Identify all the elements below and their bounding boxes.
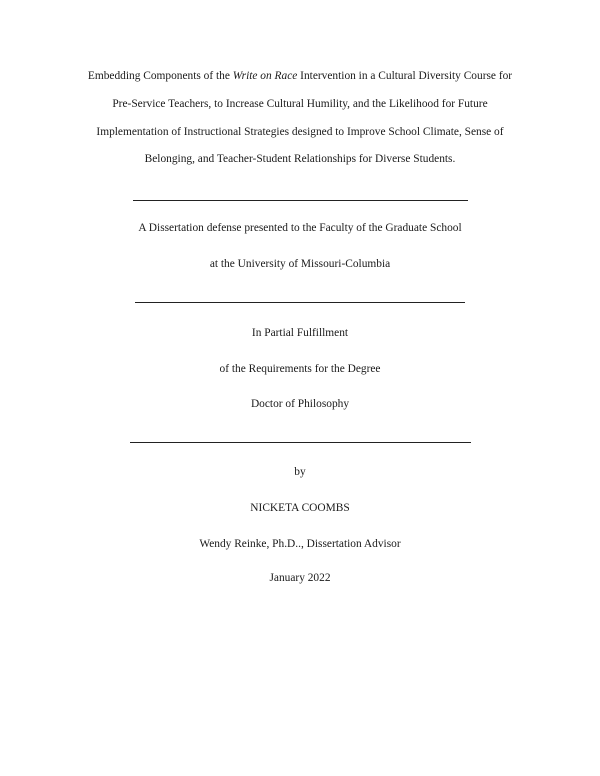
fulfillment-line-2: of the Requirements for the Degree	[219, 363, 381, 375]
advisor-line: Wendy Reinke, Ph.D.., Dissertation Advisor	[199, 538, 401, 550]
divider-2	[135, 302, 465, 303]
title-line-1-before: Embedding Components of the	[87, 70, 233, 82]
title-line-1	[0, 69, 600, 83]
by-label: by	[294, 466, 306, 478]
title-line-1-after: Intervention in a Cultural Diversity Course for	[297, 70, 513, 82]
title-italic-phrase: Write on Race	[232, 70, 298, 82]
presentation-line-2: at the University of Missouri-Columbia	[209, 258, 391, 270]
divider-3	[130, 442, 471, 443]
date-line: January 2022	[269, 572, 331, 584]
degree-name: Doctor of Philosophy	[250, 398, 350, 410]
author-name: NICKETA COOMBS	[250, 502, 350, 514]
title-line-3: Implementation of Instructional Strategies designed to Improve School Climate, Sense of	[96, 126, 504, 138]
title-line-2: Pre-Service Teachers, to Increase Cultural Humility, and the Likelihood for Future	[112, 98, 488, 110]
presentation-line-1: A Dissertation defense presented to the Faculty of the Graduate School	[138, 222, 462, 234]
fulfillment-line-1: In Partial Fulfillment	[251, 327, 349, 339]
title-line-4: Belonging, and Teacher-Student Relationships for Diverse Students.	[144, 153, 456, 165]
divider-1	[133, 200, 468, 201]
